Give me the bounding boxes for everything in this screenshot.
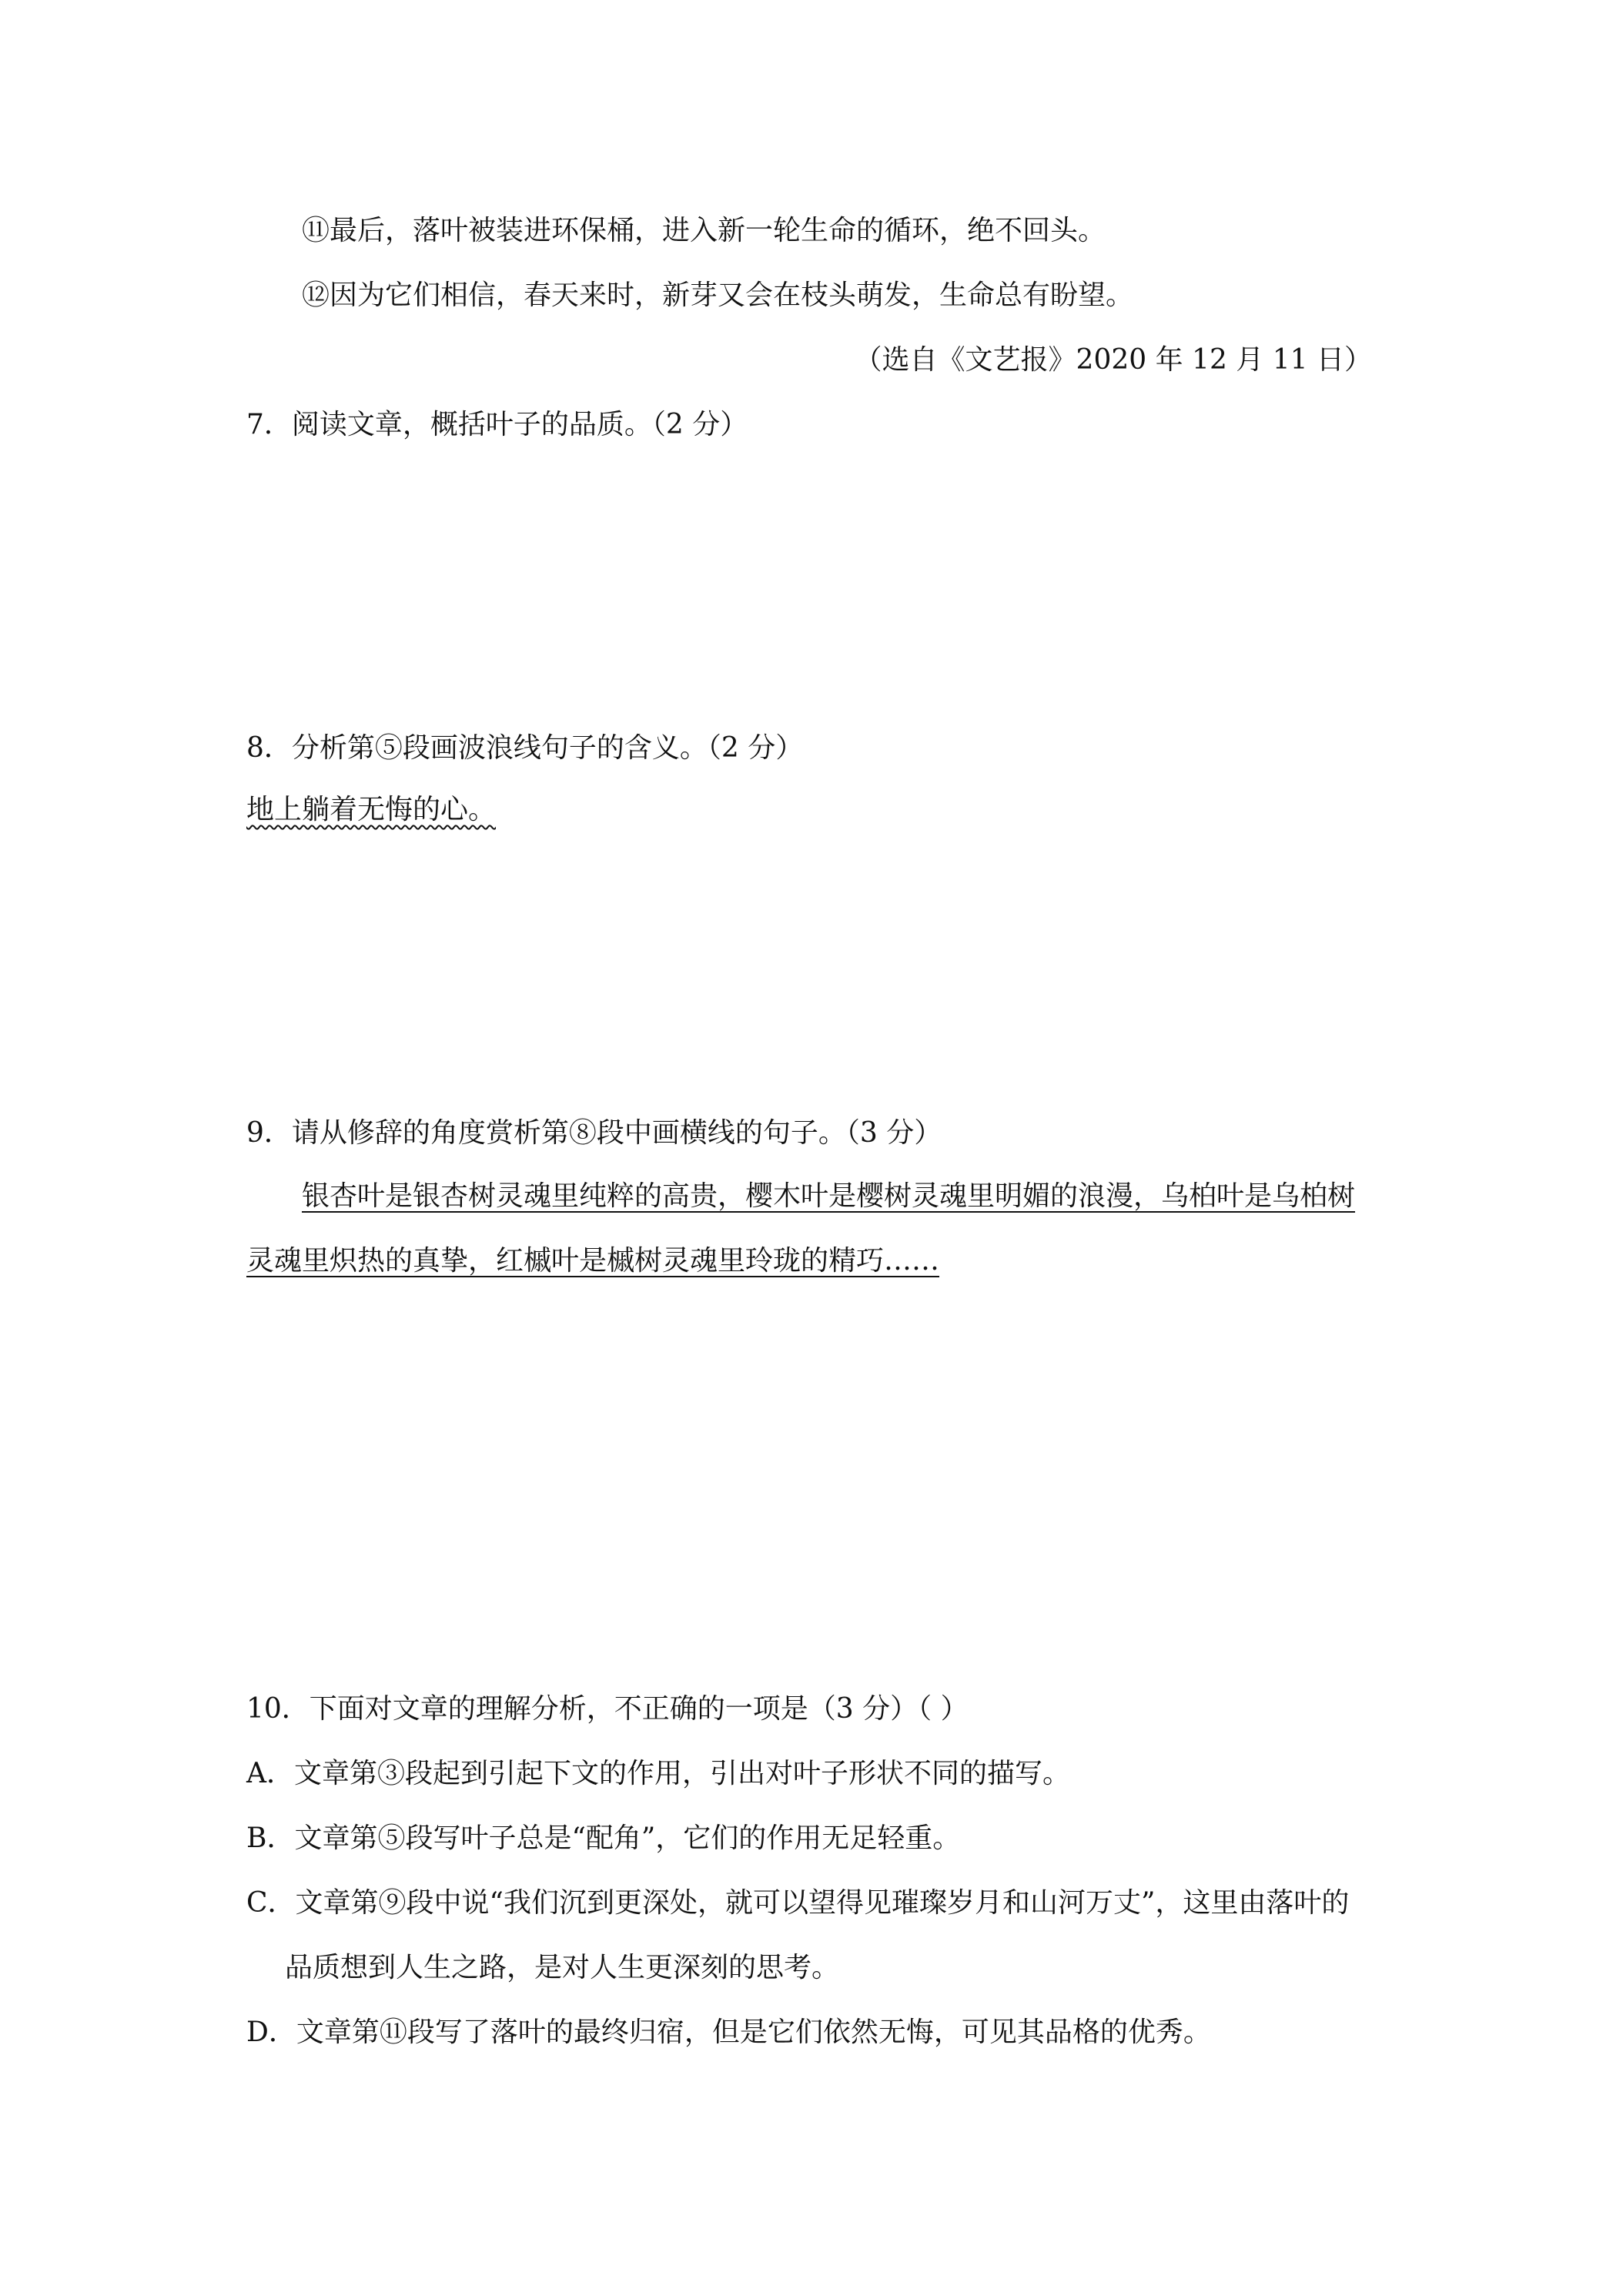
- article-paragraph-11: ⑪最后，落叶被装进环保桶，进入新一轮生命的循环，绝不回头。: [302, 215, 1106, 246]
- question-10-prompt: 10．下面对文章的理解分析，不正确的一项是（3 分）（ ）: [246, 1693, 969, 1725]
- article-paragraph-12: ⑫因为它们相信，春天来时，新芽又会在枝头萌发，生命总有盼望。: [302, 279, 1134, 311]
- question-7-prompt: 7．阅读文章，概括叶子的品质。（2 分）: [246, 409, 748, 440]
- option-a: A．文章第③段起到引起下文的作用，引出对叶子形状不同的描写。: [246, 1758, 1070, 1789]
- wavy-underlined-sentence: 地上躺着无悔的心。: [246, 794, 497, 825]
- question-8-prompt: 8．分析第⑤段画波浪线句子的含义。（2 分）: [246, 732, 804, 764]
- option-b: B．文章第⑤段写叶子总是“配角”，它们的作用无足轻重。: [246, 1822, 961, 1854]
- question-8-quote: [246, 793, 496, 827]
- article-source: （选自《文艺报》2020 年 12 月 11 日）: [854, 344, 1372, 376]
- option-c-line-2: 品质想到人生之路，是对人生更深刻的思考。: [285, 1952, 840, 1983]
- option-c-line-1: C．文章第⑨段中说“我们沉到更深处，就可以望得见璀璨岁月和山河万丈”，这里由落叶的: [246, 1887, 1350, 1919]
- underlined-sentence-part-2: 灵魂里炽热的真挚，红槭叶是槭树灵魂里玲珑的精巧……: [246, 1245, 940, 1277]
- question-9-quote-line-1: [302, 1180, 1355, 1213]
- question-9-quote-line-2: [246, 1244, 939, 1278]
- question-9-prompt: 9．请从修辞的角度赏析第⑧段中画横线的句子。（3 分）: [246, 1117, 942, 1149]
- underlined-sentence-part-1: 银杏叶是银杏树灵魂里纯粹的高贵，樱木叶是樱树灵魂里明媚的浪漫，乌柏叶是乌柏树: [302, 1180, 1356, 1212]
- option-d: D．文章第⑪段写了落叶的最终归宿，但是它们依然无悔，可见其品格的优秀。: [246, 2017, 1211, 2048]
